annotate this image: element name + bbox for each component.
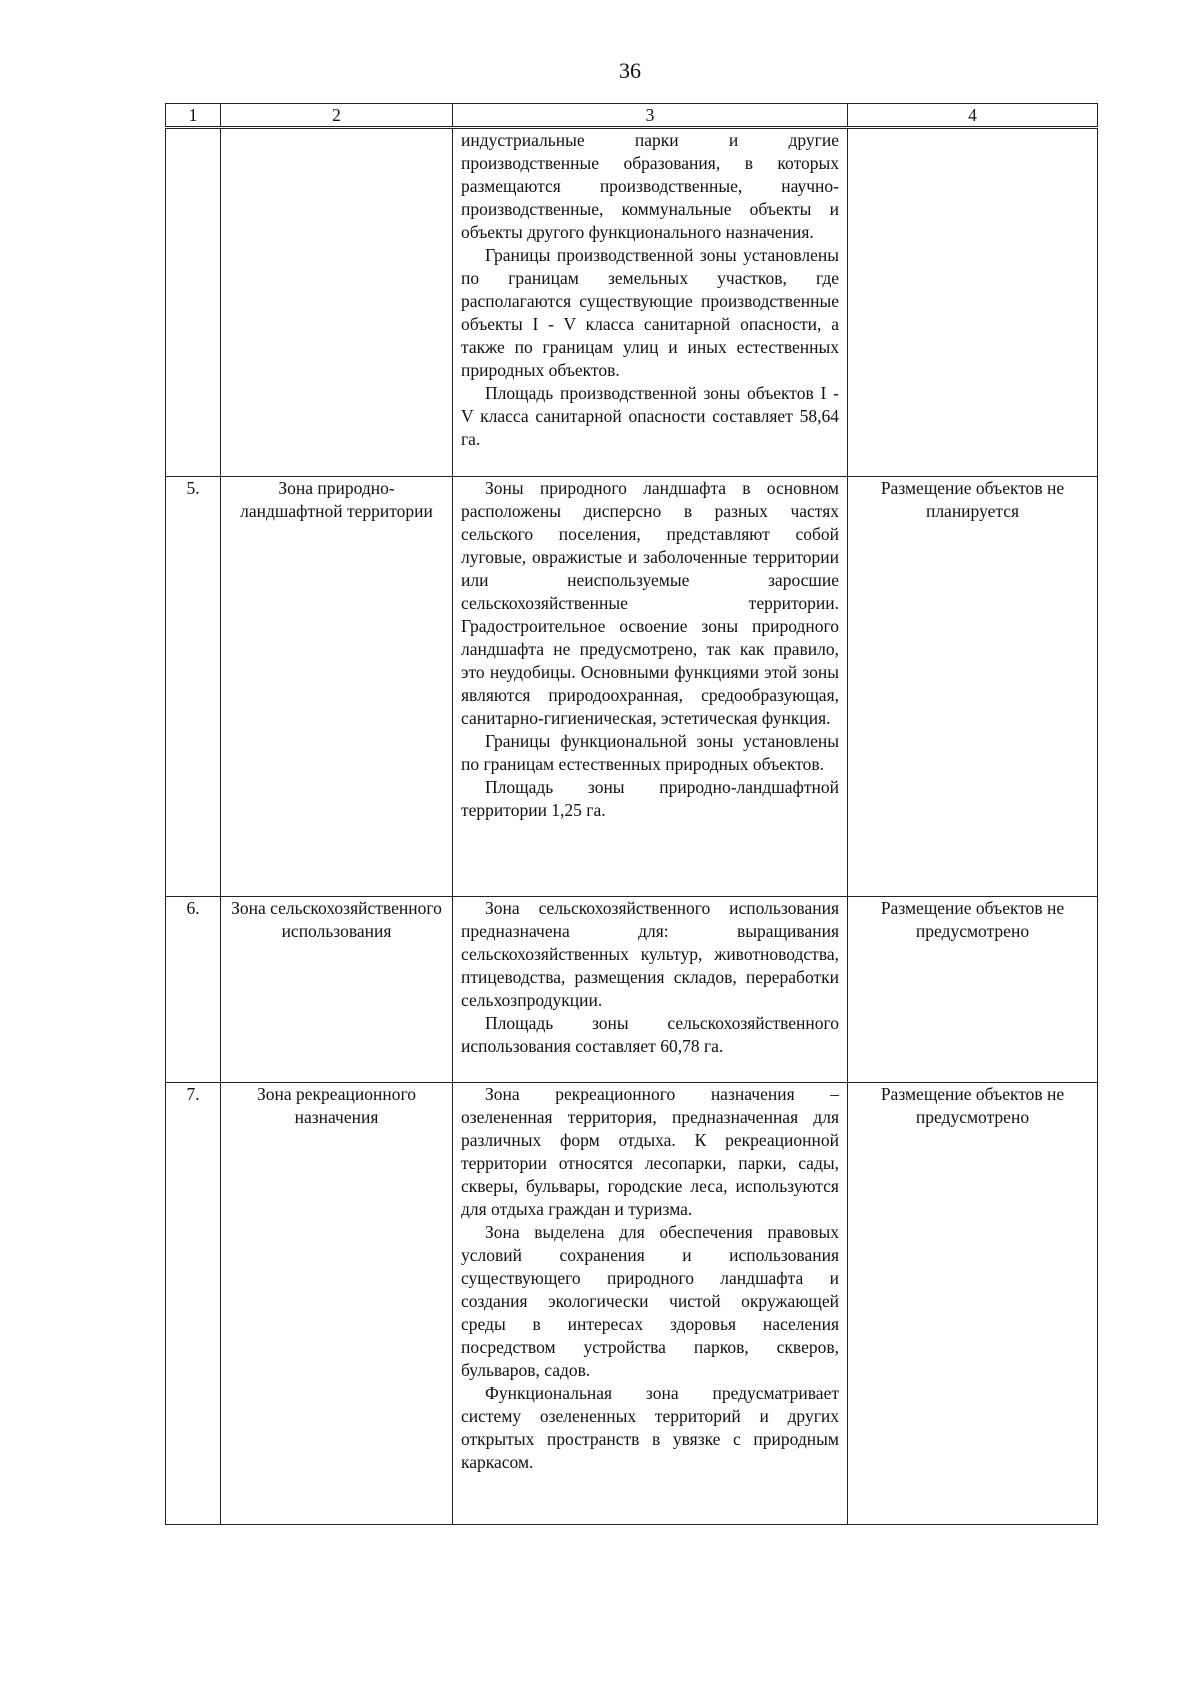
description-paragraph: индустриальные парки и другие производственные образования, в которых размещаются производственные, научно-производственные, коммунальные объекты и объекты другого функционального назначения. xyxy=(461,130,839,242)
row-number xyxy=(166,128,221,477)
description-paragraph: Границы функциональной зоны установлены по границам естественных природных объектов. xyxy=(461,731,839,774)
column-header: 4 xyxy=(848,104,1098,128)
description-paragraph: Функциональная зона предусматривает систему озелененных территорий и других открытых пространств в увязке с природным каркасом. xyxy=(461,1383,839,1472)
zone-name: Зона природно-ландшафтной территории xyxy=(221,477,453,897)
zone-name: Зона рекреационного назначения xyxy=(221,1083,453,1525)
description-paragraph: Зона рекреационного назначения – озелененная территория, предназначенная для различных форм отдыха. К рекреационной территории относятся лесопарки, парки, сады, скверы, бульвары, городские леса, используются для отдыха граждан и туризма. xyxy=(461,1084,839,1219)
zone-name: Зона сельскохозяйственного использования xyxy=(221,897,453,1083)
column-header: 2 xyxy=(221,104,453,128)
table-row xyxy=(166,897,1098,1083)
zone-name xyxy=(221,128,453,477)
placement-note: Размещение объектов не планируется xyxy=(848,477,1098,897)
row-number: 5. xyxy=(166,477,221,897)
description-paragraph: Границы производственной зоны установлены по границам земельных участков, где располагаются существующие производственные объекты I - V класса санитарной опасности, а также по границам улиц и иных естественных природных объектов. xyxy=(461,245,839,380)
description-paragraph: Зоны природного ландшафта в основном расположены дисперсно в разных частях сельского поселения, представляют собой луговые, овражистые и заболоченные территории или неиспользуемые заросшие сельскохозяйственные территории. Градостроительное освоение зоны природного ландшафта не предусмотрено, так как правило, это неудобицы. Основными функциями этой зоны являются природоохранная, средообразующая, санитарно-гигиеническая, эстетическая функция. xyxy=(461,478,839,728)
table-row xyxy=(166,1083,1098,1525)
description-paragraph: Площадь зоны природно-ландшафтной территории 1,25 га. xyxy=(461,777,839,820)
placement-note: Размещение объектов не предусмотрено xyxy=(848,1083,1098,1525)
zone-description xyxy=(453,128,848,477)
row-number: 6. xyxy=(166,897,221,1083)
zones-table xyxy=(165,103,1098,1525)
placement-note: Размещение объектов не предусмотрено xyxy=(848,897,1098,1083)
column-header: 3 xyxy=(453,104,848,128)
page-number: 36 xyxy=(619,58,641,83)
table-row xyxy=(166,477,1098,897)
placement-note xyxy=(848,128,1098,477)
table-header-row xyxy=(166,104,1098,128)
row-number: 7. xyxy=(166,1083,221,1525)
description-paragraph: Площадь зоны сельскохозяйственного использования составляет 60,78 га. xyxy=(461,1013,839,1056)
description-paragraph: Зона выделена для обеспечения правовых условий сохранения и использования существующего природного ландшафта и создания экологически чистой окружающей среды в интересах здоровья населения посредством устройства парков, скверов, бульваров, садов. xyxy=(461,1222,839,1380)
description-paragraph: Зона сельскохозяйственного использования предназначена для: выращивания сельскохозяйственных культур, животноводства, птицеводства, размещения складов, переработки сельхозпродукции. xyxy=(461,898,839,1010)
zone-description xyxy=(453,477,848,897)
table-row xyxy=(166,128,1098,477)
column-header: 1 xyxy=(166,104,221,128)
description-paragraph: Площадь производственной зоны объектов I - V класса санитарной опасности составляет 58,64 га. xyxy=(461,383,839,449)
zone-description xyxy=(453,897,848,1083)
zone-description xyxy=(453,1083,848,1525)
